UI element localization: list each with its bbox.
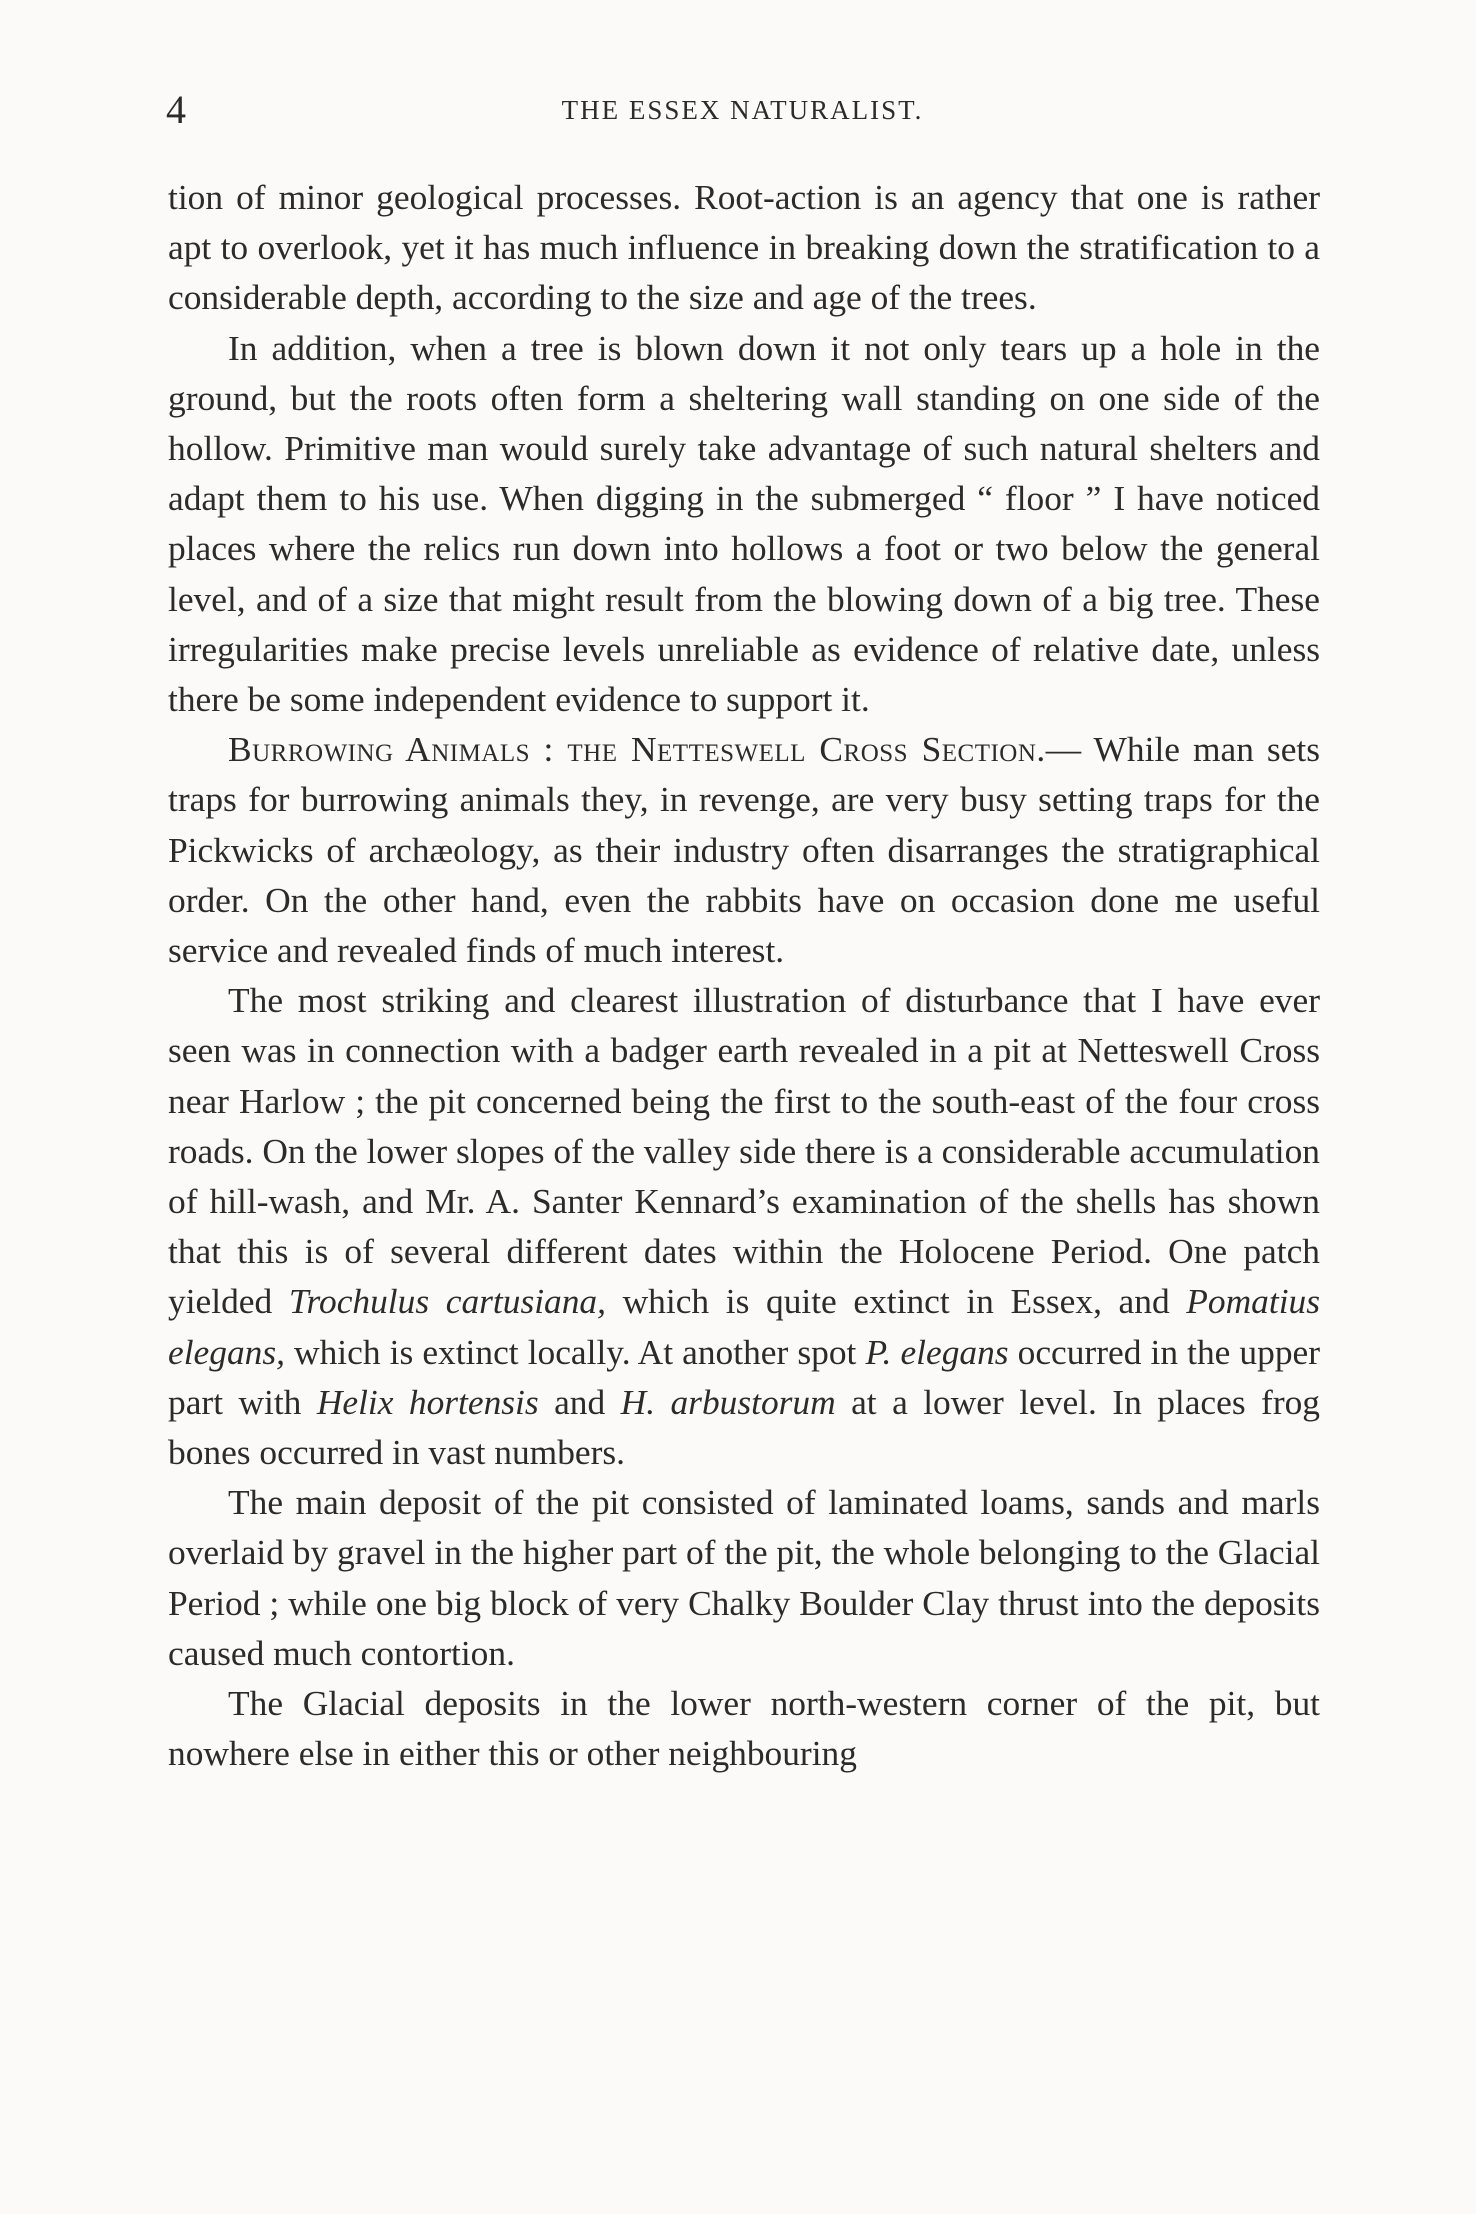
- species-name: Helix hortensis: [316, 1381, 539, 1422]
- page-number: 4: [166, 87, 186, 132]
- paragraph-text: While man sets traps for burrowing animals they, in revenge, are very busy setting traps for the Pickwicks of archæology, as their industry often disarranges the stratigraphical order. On the other hand, even the rabbits have on occasion done me useful service and revealed finds of much interest.: [168, 729, 1321, 971]
- paragraph-root-action: tion of minor geological processes. Root-action is an agency that one is rather apt to overlook, yet it has much influence in breaking down the stratification to a considerable depth, according to the size and age of the trees.: [168, 177, 1320, 318]
- page-header: [166, 86, 1319, 134]
- text-run: and: [538, 1381, 621, 1422]
- paragraph-main-deposit: The main deposit of the pit consisted of laminated loams, sands and marls overlaid by gravel in the higher part of the pit, the whole belonging to the Glacial Period ; while one big block of very Chalky Boulder Clay thrust into the deposits caused much contortion.: [168, 1482, 1320, 1673]
- species-name: P. elegans: [865, 1331, 1009, 1372]
- text-run: The most striking and clearest illustration of disturbance that I have ever seen was in connection with a badger earth revealed in a pit at Netteswell Cross near Harlow ; the pit concerned being the first to the south-east of the four cross roads. On the lower slopes of the valley side there is a considerable accumulation of hill-wash, and Mr. A. Santer Kennard’s examination of the shells has shown that this is of several different dates within the Holocene Period. One patch yielded: [168, 980, 1320, 1322]
- paragraph-badger-earth: [168, 975, 1320, 1477]
- paragraph-fallen-trees: In addition, when a tree is blown down it not only tears up a hole in the ground, but the roots often form a sheltering wall standing on one side of the hollow. Primitive man would surely take advantage of such natural shelters and adapt them to his use. When digging in the submerged “ floor ” I have noticed places where the relics run down into hollows a foot or two below the general level, and of a size that might result from the blowing down of a big tree. These irregularities make precise levels unreliable as evidence of relative date, unless there be some independent evidence to support it.: [168, 327, 1320, 720]
- section-heading-dash: —: [1045, 729, 1082, 770]
- species-name: Trochulus cartusiana,: [288, 1281, 606, 1322]
- text-run: at a lower level. In places frog bones occurred in vast numbers.: [168, 1381, 1321, 1473]
- species-name: Pomatius elegans,: [168, 1281, 1320, 1372]
- body-text: [168, 172, 1320, 1779]
- text-run: which is quite extinct in Essex, and: [605, 1281, 1187, 1322]
- text-run: which is extinct locally. At another spot: [284, 1331, 866, 1372]
- text-run: occurred in the upper part with: [168, 1331, 1321, 1422]
- section-heading: Burrowing Animals : the Netteswell Cross Section.: [228, 729, 1046, 770]
- species-name: H. arbustorum: [620, 1381, 836, 1422]
- running-head: THE ESSEX NATURALIST.: [561, 95, 924, 125]
- paragraph-burrowing-animals: [168, 724, 1320, 975]
- paragraph-glacial-deposits: The Glacial deposits in the lower north-western corner of the pit, but nowhere else in either this or other neighbouring: [168, 1683, 1320, 1774]
